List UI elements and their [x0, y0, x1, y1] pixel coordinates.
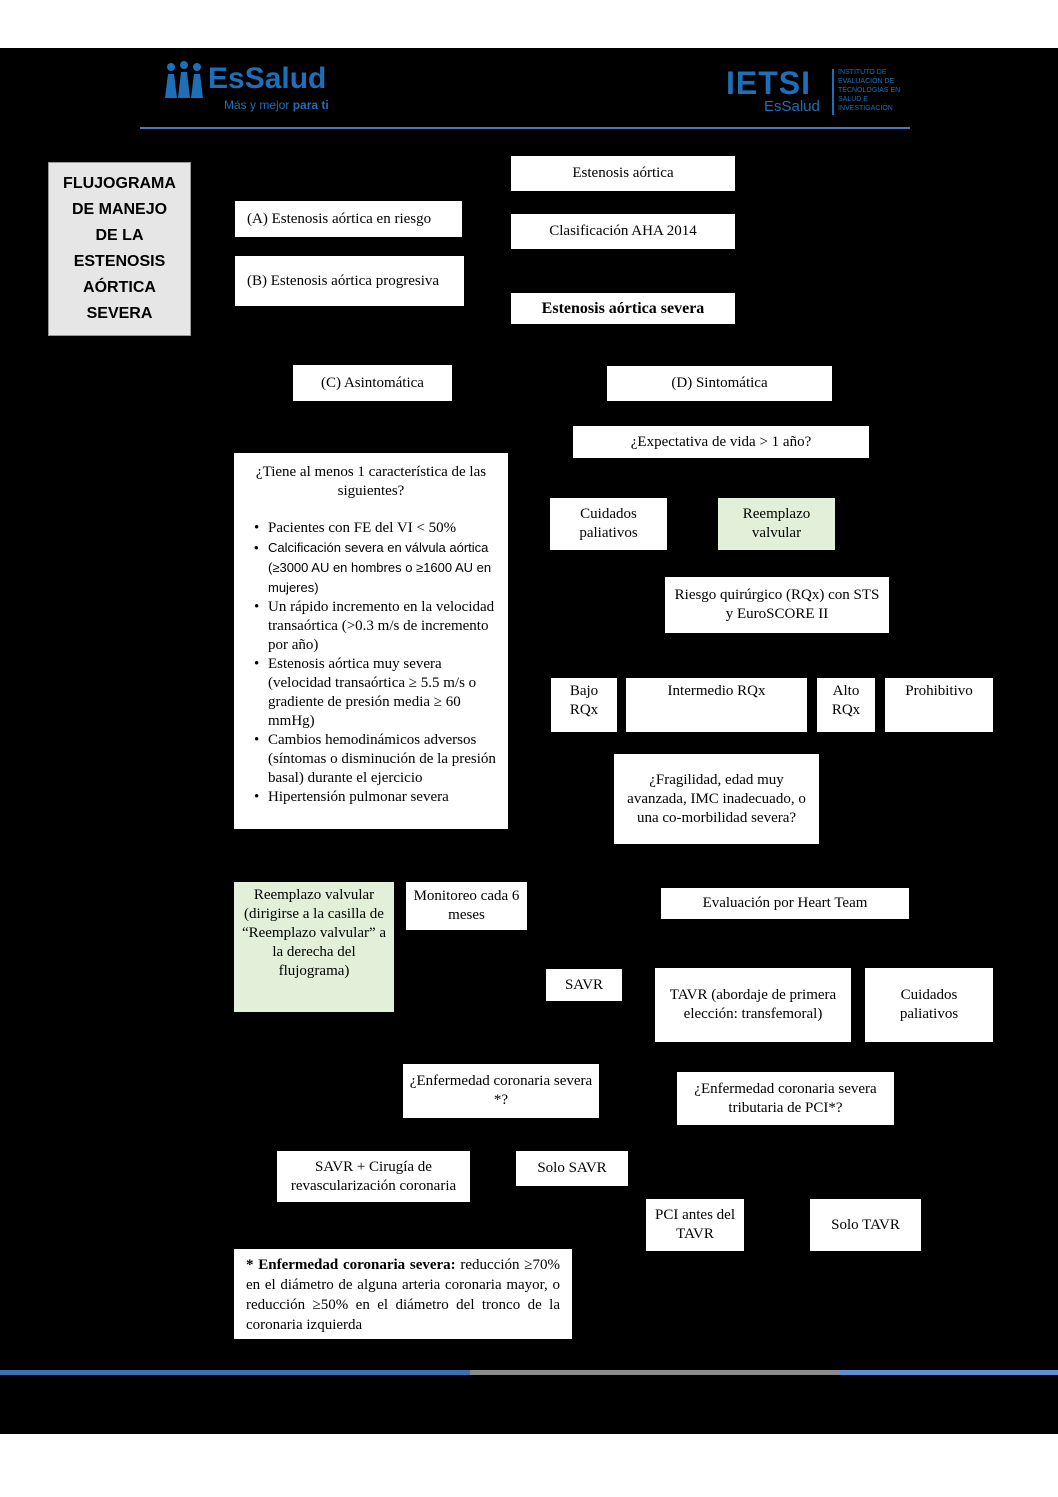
box-sintomatica: (D) Sintomática [607, 366, 832, 401]
essalud-tagline: Más y mejor para ti [224, 98, 329, 112]
ietsi-logo [726, 66, 916, 118]
flowchart-page [0, 48, 1058, 1434]
footnote-text: reducción ≥70% en el diámetro de alguna arteria coronaria mayor, o reducción ≥50% en el diámetro del tronco de la coronaria izquierda [246, 1257, 560, 1333]
criteria-box [234, 453, 508, 829]
box-prohibitivo: Prohibitivo [885, 678, 993, 732]
box-savr: SAVR [546, 969, 622, 1001]
box-bajo-rqx: Bajo RQx [551, 678, 617, 732]
box-monitoreo: Monitoreo cada 6 meses [406, 882, 527, 930]
box-clasificacion-aha: Clasificación AHA 2014 [511, 214, 735, 249]
ietsi-description: INSTITUTO DE EVALUACIÓN DE TECNOLOGÍAS EN SALUD E INVESTIGACIÓN [838, 69, 901, 112]
criteria-question: ¿Tiene al menos 1 característica de las siguientes? [255, 464, 487, 499]
box-reemplazo-valvular-izq: Reemplazo valvular (dirigirse a la casilla de “Reemplazo valvular” a la derecha del flujograma) [234, 882, 394, 1012]
box-tavr: TAVR (abordaje de primera elección: transfemoral) [655, 968, 851, 1042]
ietsi-sub: EsSalud [764, 98, 820, 115]
criteria-item: • Calcificación severa en válvula aórtica (≥3000 AU en hombres o ≥1600 AU en mujeres) [258, 538, 498, 598]
box-cuidados-paliativos-1: Cuidados paliativos [550, 498, 667, 550]
box-asintomatica: (C) Asintomática [293, 365, 452, 401]
criteria-list [244, 519, 498, 807]
box-estenosis-riesgo: (A) Estenosis aórtica en riesgo [235, 201, 462, 237]
box-enfermedad-coronaria-pci: ¿Enfermedad coronaria severa tributaria de PCI*? [677, 1072, 894, 1125]
ietsi-brand: IETSI [726, 65, 812, 101]
box-reemplazo-valvular: Reemplazo valvular [718, 498, 835, 550]
box-heart-team: Evaluación por Heart Team [661, 888, 909, 919]
header-divider [140, 127, 910, 129]
criteria-item: • Pacientes con FE del VI < 50% [258, 519, 498, 538]
box-fragilidad: ¿Fragilidad, edad muy avanzada, IMC inadecuado, o una co-morbilidad severa? [614, 754, 819, 844]
footnote-title: * Enfermedad coronaria severa: [246, 1257, 456, 1273]
criteria-item: • Hipertensión pulmonar severa [258, 788, 498, 807]
box-expectativa-vida: ¿Expectativa de vida > 1 año? [573, 426, 869, 458]
essalud-logo [162, 58, 342, 116]
box-solo-tavr: Solo TAVR [810, 1199, 921, 1251]
box-estenosis-aortica: Estenosis aórtica [511, 156, 735, 191]
criteria-item: • Un rápido incremento en la velocidad transaórtica (>0.3 m/s de incremento por año) [258, 598, 498, 655]
criteria-item: • Estenosis aórtica muy severa (velocidad transaórtica ≥ 5.5 m/s o gradiente de presión media ≥ 60 mmHg) [258, 655, 498, 731]
box-estenosis-severa: Estenosis aórtica severa [511, 293, 735, 324]
box-enfermedad-coronaria: ¿Enfermedad coronaria severa *? [403, 1064, 599, 1118]
box-cuidados-paliativos-2: Cuidados paliativos [865, 968, 993, 1042]
essalud-brand: EsSalud [208, 62, 327, 95]
box-pci-antes-tavr: PCI antes del TAVR [646, 1199, 744, 1251]
criteria-item: • Cambios hemodinámicos adversos (síntomas o disminución de la presión basal) durante el ejercicio [258, 731, 498, 788]
essalud-people-icon [162, 60, 206, 100]
box-savr-cirugia: SAVR + Cirugía de revascularización coronaria [277, 1151, 470, 1202]
flowchart-title: FLUJOGRAMA DE MANEJO DE LA ESTENOSIS AÓRTICA SEVERA [48, 162, 191, 336]
box-intermedio-rqx: Intermedio RQx [626, 678, 807, 732]
footnote-box [234, 1249, 572, 1339]
box-alto-rqx: Alto RQx [817, 678, 875, 732]
footer-band [0, 1370, 1058, 1376]
box-estenosis-progresiva: (B) Estenosis aórtica progresiva [235, 256, 464, 306]
box-riesgo-quirurgico: Riesgo quirúrgico (RQx) con STS y EuroSCORE II [665, 577, 889, 633]
ietsi-divider [832, 69, 834, 115]
box-solo-savr: Solo SAVR [516, 1151, 628, 1186]
